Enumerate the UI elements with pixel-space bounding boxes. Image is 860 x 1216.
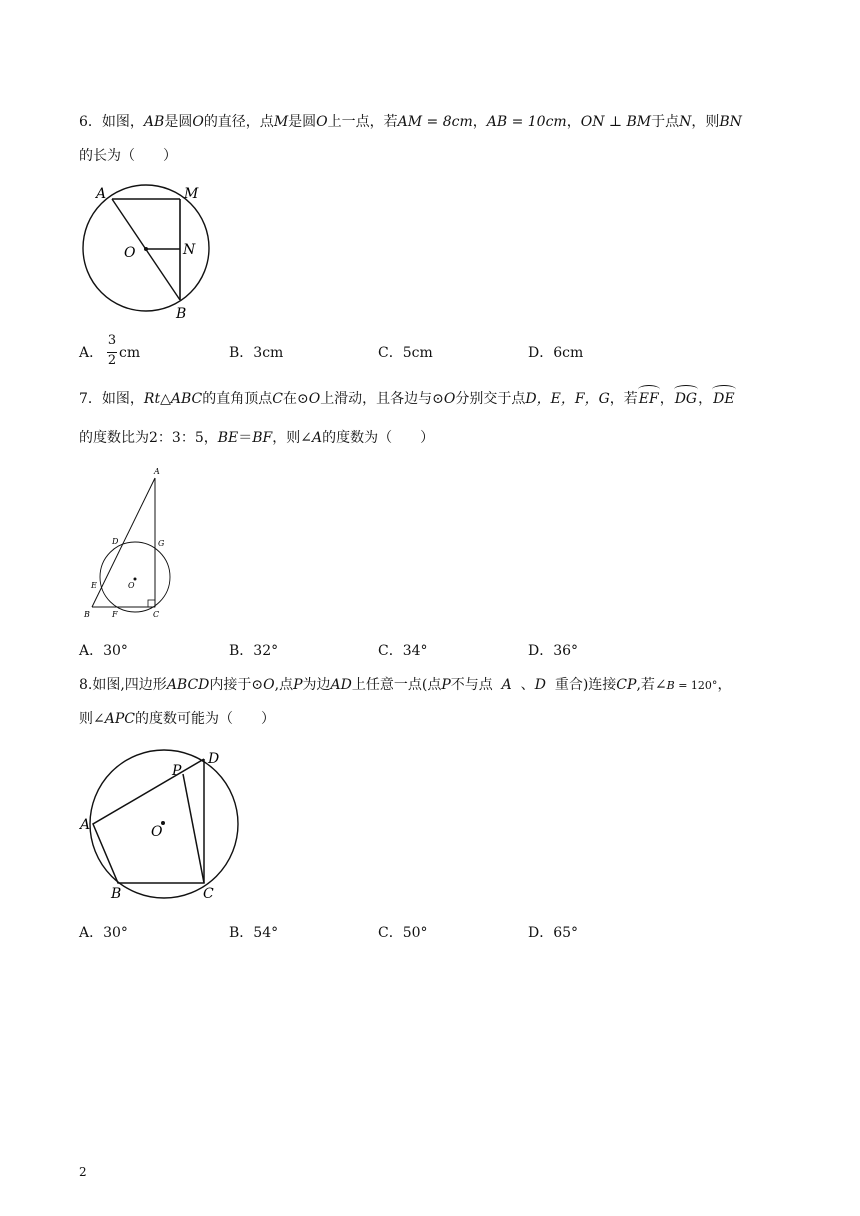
q7-label-o: O bbox=[128, 581, 135, 590]
q7-label-f: F bbox=[112, 610, 118, 619]
q7-stem-line1: 7．如图，Rt△ABC的直角顶点C在⊙O上滑动，且各边与⊙O分别交于点D，E，F，G，若EF，DG，DE bbox=[79, 391, 735, 407]
q7-option-a: A．30° bbox=[79, 643, 128, 659]
q8-label-o: O bbox=[151, 824, 163, 840]
q8-stem-line2: 则∠APC的度数可能为（ ） bbox=[79, 711, 275, 727]
q7-stem-line2: 的度数比为2：3：5，BE＝BF，则∠A的度数为（ ） bbox=[79, 430, 435, 446]
q6-option-c: C．5cm bbox=[378, 345, 433, 361]
q6-option-a-numerator: 3 bbox=[107, 333, 117, 348]
q6-option-a-unit: cm bbox=[119, 345, 141, 361]
q8-label-a: A bbox=[80, 817, 91, 833]
q7-option-b: B．32° bbox=[229, 643, 279, 659]
q8-figure bbox=[78, 746, 248, 906]
q6-figure bbox=[78, 180, 228, 322]
q6-label-m: M bbox=[184, 186, 199, 202]
q7-label-b: B bbox=[84, 610, 90, 619]
q8-option-a: A．30° bbox=[79, 925, 128, 941]
q7-label-a: A bbox=[154, 467, 160, 476]
q8-stem-line1: 8.如图,四边形ABCD内接于⊙O,点P为边AD上任意一点(点P不与点 A 、D 重合)连接CP,若∠B = 120°， bbox=[79, 677, 732, 693]
q7-label-e: E bbox=[91, 581, 97, 590]
q6-option-a-denominator: 2 bbox=[107, 353, 117, 368]
page-number: 2 bbox=[79, 1165, 87, 1179]
q6-label-a: A bbox=[96, 186, 107, 202]
q7-option-c: C．34° bbox=[378, 643, 428, 659]
q6-stem-line1: 6．如图，AB是圆O的直径，点M是圆O上一点，若AM = 8cm，AB = 10cm，ON ⊥ BM于点N，则BN bbox=[79, 114, 742, 130]
q6-option-a: A． bbox=[79, 345, 104, 361]
q6-label-o: O bbox=[124, 245, 136, 261]
q8-label-p: P bbox=[172, 763, 182, 779]
q8-option-b: B．54° bbox=[229, 925, 279, 941]
q7-label-c: C bbox=[153, 610, 160, 619]
q6-option-d: D．6cm bbox=[528, 345, 584, 361]
q8-label-d: D bbox=[208, 751, 220, 767]
q7-option-d: D．36° bbox=[528, 643, 579, 659]
q6-stem-line2: 的长为（ ） bbox=[79, 148, 177, 164]
q8-label-b: B bbox=[111, 886, 122, 902]
q8-option-c: C．50° bbox=[378, 925, 428, 941]
q7-figure bbox=[80, 462, 180, 622]
q6-label-n: N bbox=[183, 242, 196, 258]
q8-label-c: C bbox=[203, 886, 214, 902]
q7-label-d: D bbox=[112, 537, 119, 546]
q6-option-b: B．3cm bbox=[229, 345, 284, 361]
q7-label-g: G bbox=[158, 539, 165, 548]
q8-option-d: D．65° bbox=[528, 925, 579, 941]
q6-label-b: B bbox=[176, 306, 187, 322]
